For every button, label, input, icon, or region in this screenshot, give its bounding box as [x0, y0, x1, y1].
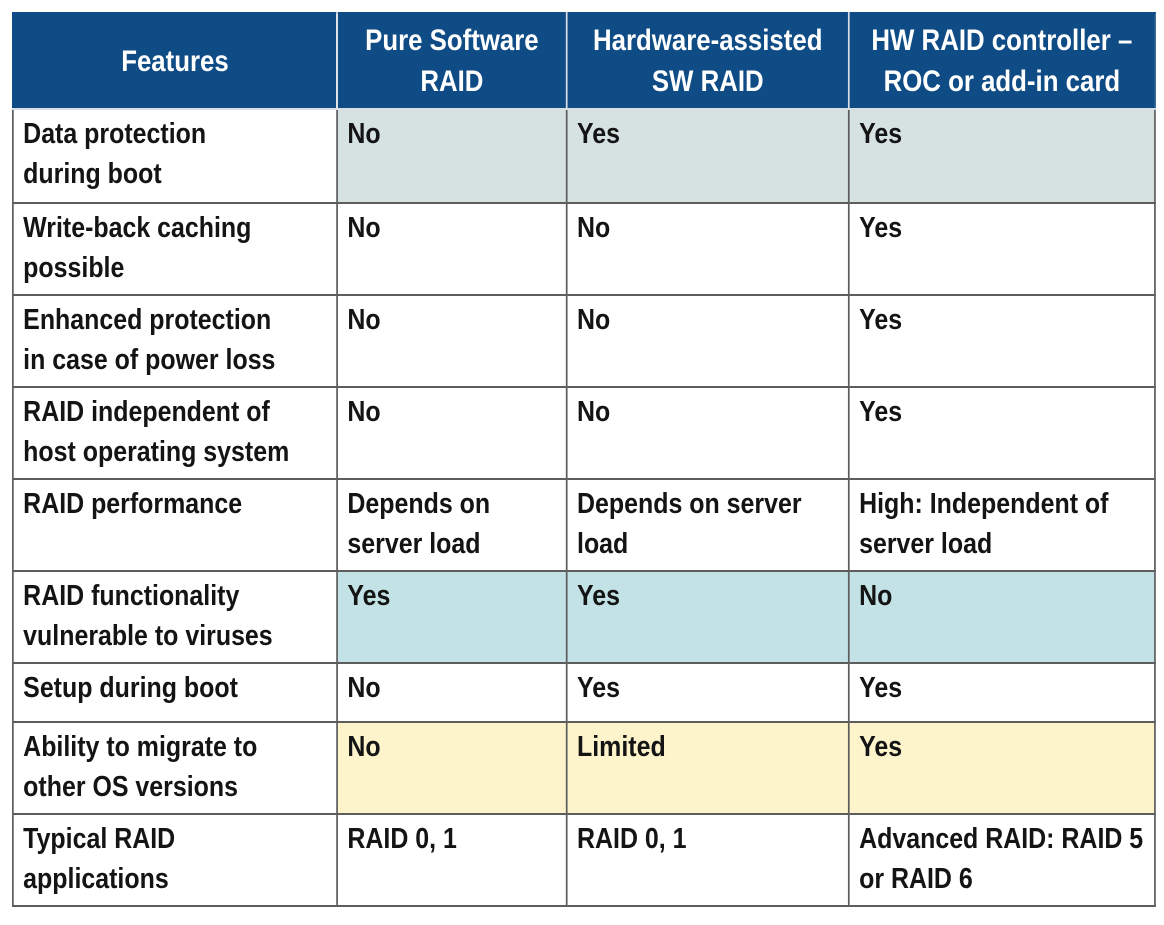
value-cell: No — [337, 109, 567, 203]
feature-cell: RAID functionality vulnerable to viruses — [13, 571, 337, 663]
value-cell: Yes — [849, 203, 1155, 295]
feature-cell: RAID performance — [13, 479, 337, 571]
value-cell: No — [567, 295, 849, 387]
feature-cell: RAID independent of host operating system — [13, 387, 337, 479]
table-row — [13, 571, 1155, 663]
raid-comparison-table — [12, 12, 1156, 907]
table-container — [12, 12, 1164, 907]
value-cell: No — [567, 203, 849, 295]
value-cell: No — [567, 387, 849, 479]
value-cell: Depends on server load — [567, 479, 849, 571]
header-hardware-assisted-sw-raid: Hardware-assisted SW RAID — [567, 13, 849, 109]
value-cell: Yes — [567, 663, 849, 722]
value-cell: No — [337, 663, 567, 722]
value-cell: Yes — [849, 663, 1155, 722]
table-row — [13, 295, 1155, 387]
value-cell: Yes — [849, 722, 1155, 814]
value-cell: No — [337, 387, 567, 479]
feature-cell: Typical RAID applications — [13, 814, 337, 906]
value-cell: No — [337, 203, 567, 295]
header-row — [13, 13, 1155, 109]
value-cell: Depends on server load — [337, 479, 567, 571]
value-cell: Advanced RAID: RAID 5 or RAID 6 — [849, 814, 1155, 906]
table-row — [13, 387, 1155, 479]
value-cell: Yes — [849, 109, 1155, 203]
header-pure-software-raid: Pure Software RAID — [337, 13, 567, 109]
feature-cell: Write-back caching possible — [13, 203, 337, 295]
feature-cell: Setup during boot — [13, 663, 337, 722]
value-cell: RAID 0, 1 — [337, 814, 567, 906]
header-hw-raid-controller: HW RAID controller – ROC or add-in card — [849, 13, 1155, 109]
value-cell: Yes — [849, 387, 1155, 479]
table-row — [13, 814, 1155, 906]
value-cell: RAID 0, 1 — [567, 814, 849, 906]
value-cell: Limited — [567, 722, 849, 814]
table-row — [13, 722, 1155, 814]
feature-cell: Enhanced protection in case of power loss — [13, 295, 337, 387]
feature-cell: Data protection during boot — [13, 109, 337, 203]
table-row — [13, 479, 1155, 571]
value-cell: No — [337, 722, 567, 814]
feature-cell: Ability to migrate to other OS versions — [13, 722, 337, 814]
value-cell: Yes — [337, 571, 567, 663]
table-row — [13, 109, 1155, 203]
value-cell: Yes — [849, 295, 1155, 387]
value-cell: No — [849, 571, 1155, 663]
value-cell: Yes — [567, 109, 849, 203]
value-cell: No — [337, 295, 567, 387]
value-cell: Yes — [567, 571, 849, 663]
value-cell: High: Independent of server load — [849, 479, 1155, 571]
header-features: Features — [13, 13, 337, 109]
table-row — [13, 663, 1155, 722]
table-row — [13, 203, 1155, 295]
